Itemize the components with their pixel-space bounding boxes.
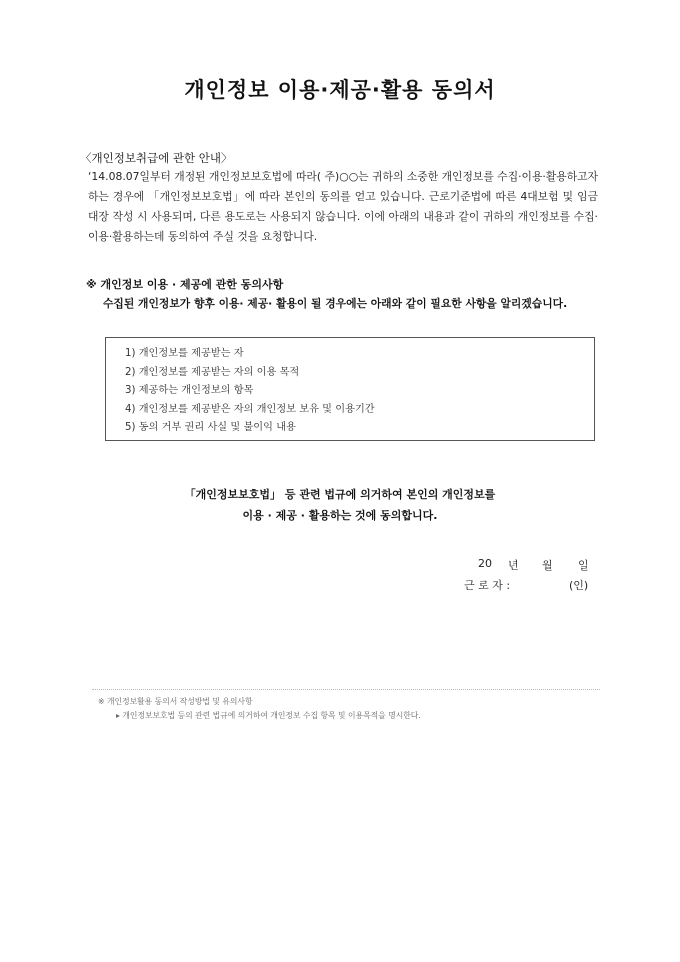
- notice-heading: 〈개인정보취급에 관한 안내〉: [80, 151, 233, 165]
- year-label[interactable]: 년: [508, 559, 519, 572]
- footnote-divider: [92, 689, 600, 690]
- agreement-statement: [0, 484, 680, 526]
- footnote-item: ▸ 개인정보보호법 등의 관련 법규에 의거하여 개인정보 수집 항목 및 이용목적을 명시한다.: [116, 711, 421, 720]
- signature-row: [464, 577, 590, 593]
- consent-description: 수집된 개인정보가 향후 이용· 제공· 활용이 될 경우에는 아래와 같이 필요한 사항을 알리겠습니다.: [103, 297, 568, 310]
- agreement-line-1: 「개인정보보호법」 등 관련 법규에 의거하여 본인의 개인정보를: [184, 488, 496, 501]
- consent-item: 5) 동의 거부 권리 사실 및 불이익 내용: [125, 422, 296, 433]
- page-title: 개인정보 이용·제공·활용 동의서: [184, 78, 496, 102]
- consent-item: 1) 개인정보를 제공받는 자: [125, 348, 244, 359]
- worker-label: 근 로 자 :: [464, 579, 511, 592]
- notice-body: ‘14.08.07일부터 개정된 개인정보보호법에 따라( 주)○○는 귀하의 소중한 개인정보를 수집·이용·활용하고자 하는 경우에 「개인정보보호법」에 따라 본인의 동의를 얻고 있습니다. 근로기준법에 따른 4대보험 및 임금대장 작성 시 사용되며, 다른 용도로는 사용되지 않습니다. 이에 아래의 내용과 같이 귀하의 개인정보를 수집·이용·활용하는데 동의하여 주실 것을 요청합니다.: [88, 170, 598, 243]
- agreement-line-2: 이용 · 제공 · 활용하는 것에 동의합니다.: [242, 509, 438, 522]
- consent-item: 2) 개인정보를 제공받는 자의 이용 목적: [125, 366, 300, 378]
- footnote-title: ※ 개인정보활용 동의서 작성방법 및 유의사항: [98, 697, 253, 706]
- consent-items-box: [105, 337, 595, 441]
- day-label[interactable]: 일: [578, 559, 589, 572]
- consent-heading: ※ 개인정보 이용 · 제공에 관한 동의사항: [86, 278, 284, 291]
- date-row: [478, 557, 590, 573]
- seal-label[interactable]: (인): [569, 579, 589, 592]
- consent-item: 3) 제공하는 개인정보의 항목: [125, 385, 254, 396]
- year-prefix: 20: [478, 557, 492, 570]
- month-label[interactable]: 월: [542, 559, 553, 572]
- consent-item: 4) 개인정보를 제공받은 자의 개인정보 보유 및 이용기간: [125, 403, 375, 415]
